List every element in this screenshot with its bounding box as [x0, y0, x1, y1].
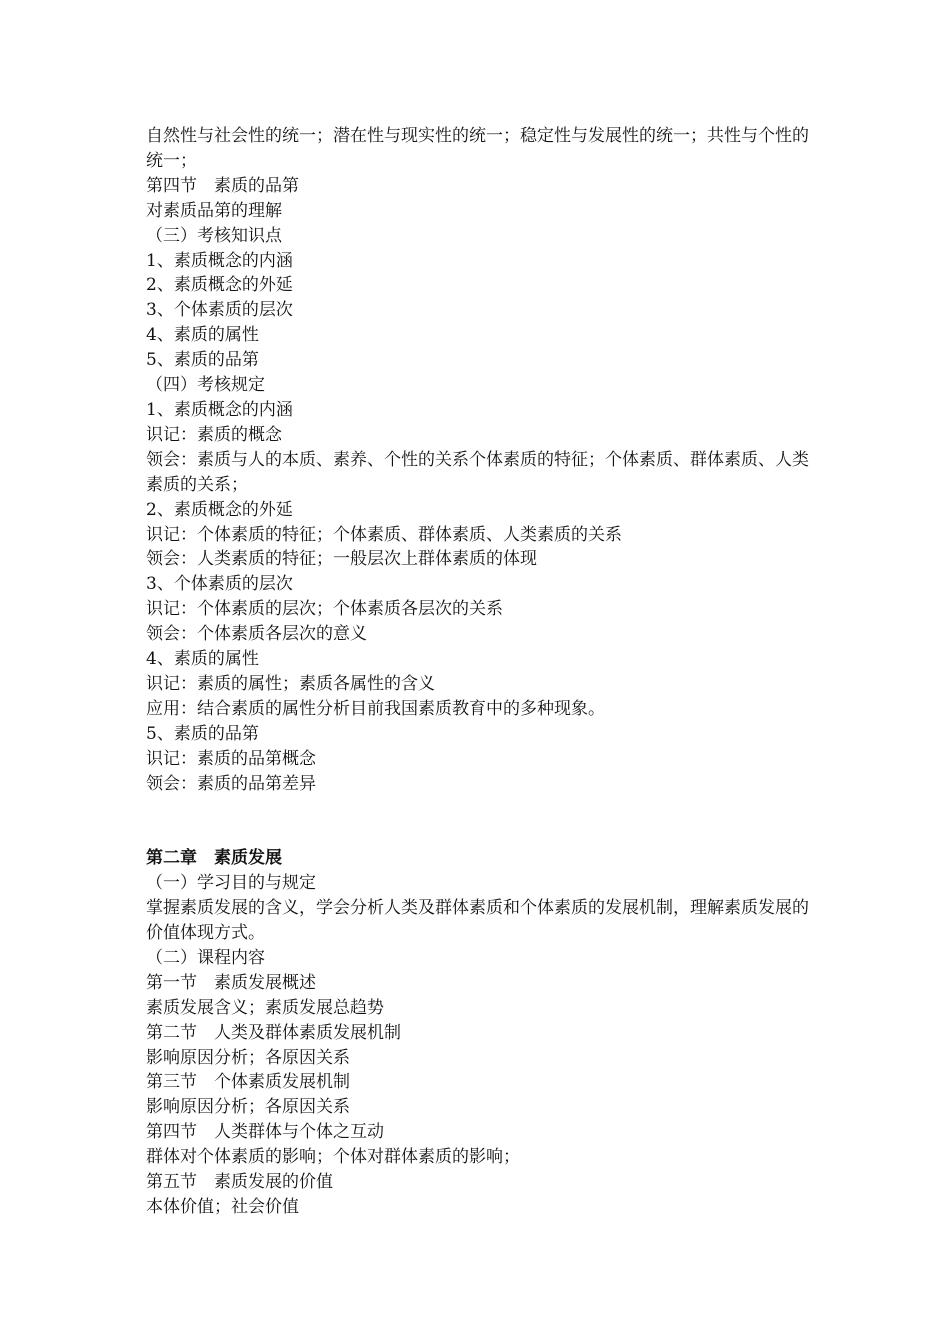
subsection-heading: （一）学习目的与规定 [146, 873, 316, 894]
list-item: 5、素质的品第 [146, 350, 259, 371]
text-line: 应用：结合素质的属性分析目前我国素质教育中的多种现象。 [146, 698, 605, 719]
list-item: 3、个体素质的层次 [146, 574, 293, 595]
text-line: 识记：个体素质的特征；个体素质、群体素质、人类素质的关系 [146, 524, 622, 545]
section-heading: 第四节 人类群体与个体之互动 [146, 1122, 384, 1143]
text-line: 群体对个体素质的影响；个体对群体素质的影响； [146, 1147, 520, 1168]
text-line: 领会：人类素质的特征；一般层次上群体素质的体现 [146, 549, 537, 570]
text-line: 本体价值；社会价值 [146, 1196, 299, 1217]
section-heading: 第四节 素质的品第 [146, 175, 299, 196]
list-item: 3、个体素质的层次 [146, 300, 293, 321]
section-heading: 第一节 素质发展概述 [146, 972, 316, 993]
text-line: 识记：素质的属性；素质各属性的含义 [146, 673, 435, 694]
list-item: 1、素质概念的内涵 [146, 399, 293, 420]
subsection-heading: （三）考核知识点 [146, 225, 282, 246]
text-line: 影响原因分析；各原因关系 [146, 1047, 350, 1068]
list-item: 2、素质概念的外延 [146, 499, 293, 520]
text-line: 影响原因分析；各原因关系 [146, 1097, 350, 1118]
text-line: 对素质品第的理解 [146, 200, 282, 221]
list-item: 1、素质概念的内涵 [146, 250, 293, 271]
text-line: 领会：素质的品第差异 [146, 773, 316, 794]
text-line: 识记：素质的品第概念 [146, 748, 316, 769]
text-line: 素质发展含义；素质发展总趋势 [146, 997, 384, 1018]
subsection-heading: （四）考核规定 [146, 375, 265, 396]
section-heading: 第五节 素质发展的价值 [146, 1172, 333, 1193]
text-line: 识记：素质的概念 [146, 424, 282, 445]
chapter-title: 第二章 素质发展 [146, 848, 282, 869]
list-item: 5、素质的品第 [146, 723, 259, 744]
list-item: 4、素质的属性 [146, 325, 259, 346]
text-line: 领会：个体素质各层次的意义 [146, 624, 367, 645]
section-heading: 第二节 人类及群体素质发展机制 [146, 1022, 401, 1043]
list-item: 2、素质概念的外延 [146, 275, 293, 296]
text-line: 识记：个体素质的层次；个体素质各层次的关系 [146, 599, 503, 620]
blank-space [146, 796, 814, 846]
text-line: 掌握素质发展的含义，学会分析人类及群体素质和个体素质的发展机制，理解素质发展的价值体现方式。 [146, 898, 809, 943]
text-line: 领会：素质与人的本质、素养、个性的关系个体素质的特征；个体素质、群体素质、人类素质的关系； [146, 449, 809, 495]
document-page [146, 124, 814, 1220]
section-heading: 第三节 个体素质发展机制 [146, 1072, 350, 1093]
text-line: 自然性与社会性的统一；潜在性与现实性的统一；稳定性与发展性的统一；共性与个性的统一； [146, 126, 809, 171]
list-item: 4、素质的属性 [146, 649, 259, 670]
subsection-heading: （二）课程内容 [146, 947, 265, 968]
